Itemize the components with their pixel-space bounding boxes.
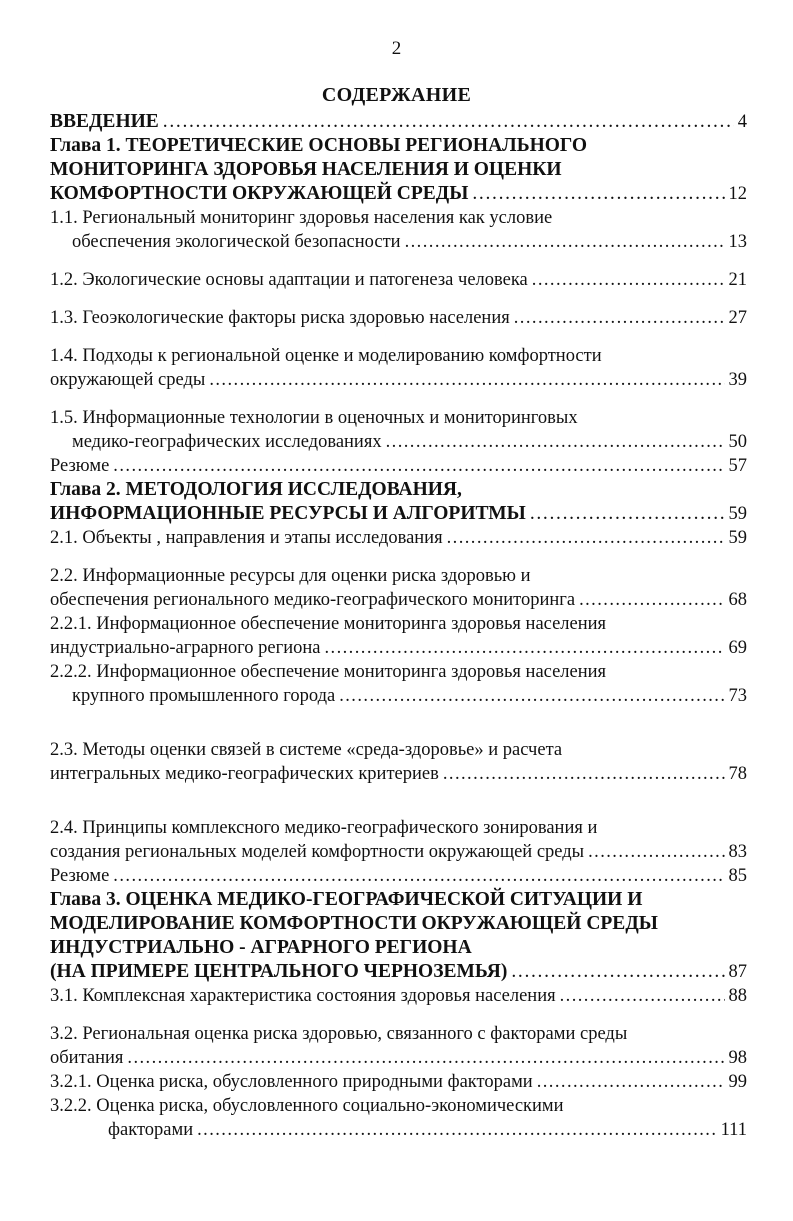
toc-page-number: 69: [728, 638, 747, 658]
dot-leader: [324, 636, 724, 660]
toc-page-number: 111: [720, 1120, 747, 1140]
toc-page-number: 99: [728, 1072, 747, 1092]
toc-entry-2-2[interactable]: [50, 564, 747, 612]
dot-leader: [197, 1118, 717, 1142]
toc-entry-title: обеспечения регионального медико-географического мониторинга: [50, 590, 576, 610]
toc-page-number: 4: [737, 112, 747, 132]
toc-entry-title: 2.1. Объекты , направления и этапы исследования: [50, 528, 443, 548]
dot-leader: [339, 684, 724, 708]
toc-entry-3-2-2[interactable]: [50, 1094, 747, 1142]
dot-leader: [113, 454, 724, 478]
toc-entry-title: факторами: [108, 1120, 194, 1140]
toc-entry-2-1[interactable]: [50, 526, 747, 550]
toc-entry-3-2-1[interactable]: [50, 1070, 747, 1094]
toc-entry-3-1[interactable]: [50, 984, 747, 1008]
toc-entry-title: 2.4. Принципы комплексного медико-географического зонирования и: [50, 818, 598, 838]
toc-entry-title: ВВЕДЕНИЕ: [50, 111, 159, 132]
toc-entry-title: Резюме: [50, 456, 110, 476]
toc-entry-chapter-1[interactable]: [50, 134, 747, 206]
toc-entry-intro[interactable]: [50, 110, 747, 134]
toc-entry-title: медико-географических исследованиях: [72, 432, 382, 452]
toc-entry-title: 2.2.2. Информационное обеспечение мониторинга здоровья населения: [50, 662, 607, 682]
dot-leader: [443, 762, 725, 786]
toc-entry-2-3[interactable]: [50, 738, 747, 786]
toc-entry-title: создания региональных моделей комфортности окружающей среды: [50, 842, 585, 862]
toc-page-number: 12: [728, 184, 747, 204]
toc-page-number: 87: [728, 962, 747, 982]
toc-entry-2-2-2[interactable]: [50, 660, 747, 708]
dot-leader: [113, 864, 724, 888]
dot-leader: [405, 230, 725, 254]
toc-entry-title: 2.2.1. Информационное обеспечение мониторинга здоровья населения: [50, 614, 607, 634]
toc-page-number: 83: [728, 842, 747, 862]
dot-leader: [209, 368, 724, 392]
toc-page-number: 78: [728, 764, 747, 784]
dot-leader: [514, 306, 725, 330]
toc-page-number: 68: [728, 590, 747, 610]
toc-entry-title: ИНФОРМАЦИОННЫЕ РЕСУРСЫ И АЛГОРИТМЫ: [50, 503, 526, 524]
toc-entry-title: (НА ПРИМЕРЕ ЦЕНТРАЛЬНОГО ЧЕРНОЗЕМЬЯ): [50, 961, 508, 982]
toc-entry-title: 1.3. Геоэкологические факторы риска здоровью населения: [50, 308, 510, 328]
table-of-contents: [50, 110, 747, 1142]
toc-entry-title: ИНДУСТРИАЛЬНО - АГРАРНОГО РЕГИОНА: [50, 937, 472, 958]
toc-entry-title: интегральных медико-географических критериев: [50, 764, 439, 784]
toc-entry-title: крупного промышленного города: [72, 686, 336, 706]
toc-entry-chapter-2[interactable]: [50, 478, 747, 526]
toc-page-number: 21: [728, 270, 747, 290]
toc-entry-title: 3.2.1. Оценка риска, обусловленного природными факторами: [50, 1072, 533, 1092]
toc-entry-1-5[interactable]: [50, 406, 747, 454]
toc-page-number: 85: [728, 866, 747, 886]
dot-leader: [532, 268, 725, 292]
toc-entry-title: Глава 1. ТЕОРЕТИЧЕСКИЕ ОСНОВЫ РЕГИОНАЛЬНОГО: [50, 135, 588, 156]
dot-leader: [127, 1046, 724, 1070]
toc-page-number: 59: [728, 528, 747, 548]
dot-leader: [560, 984, 725, 1008]
dot-leader: [579, 588, 724, 612]
toc-entry-title: МОДЕЛИРОВАНИЕ КОМФОРТНОСТИ ОКРУЖАЮЩЕЙ СРЕДЫ: [50, 913, 658, 934]
dot-leader: [530, 502, 725, 526]
toc-page-number: 27: [728, 308, 747, 328]
toc-entry-summary-1[interactable]: [50, 454, 747, 478]
dot-leader: [588, 840, 724, 864]
toc-entry-title: 2.3. Методы оценки связей в системе «среда-здоровье» и расчета: [50, 740, 563, 760]
toc-entry-1-2[interactable]: [50, 268, 747, 292]
toc-entry-title: индустриально-аграрного региона: [50, 638, 321, 658]
dot-leader: [163, 110, 734, 134]
toc-entry-title: 1.2. Экологические основы адаптации и патогенеза человека: [50, 270, 528, 290]
dot-leader: [472, 182, 724, 206]
toc-page-number: 73: [728, 686, 747, 706]
toc-entry-title: обитания: [50, 1048, 124, 1068]
toc-entry-chapter-3[interactable]: [50, 888, 747, 984]
toc-entry-title: обеспечения экологической безопасности: [72, 232, 401, 252]
toc-page-number: 98: [728, 1048, 747, 1068]
toc-entry-1-1[interactable]: [50, 206, 747, 254]
toc-page-number: 88: [728, 986, 747, 1006]
toc-entry-title: окружающей среды: [50, 370, 206, 390]
dot-leader: [537, 1070, 725, 1094]
toc-page-number: 59: [728, 504, 747, 524]
toc-page-number: 39: [728, 370, 747, 390]
toc-entry-title: МОНИТОРИНГА ЗДОРОВЬЯ НАСЕЛЕНИЯ И ОЦЕНКИ: [50, 159, 562, 180]
toc-entry-1-4[interactable]: [50, 344, 747, 392]
page-number: 2: [391, 38, 402, 59]
toc-entry-title: Глава 3. ОЦЕНКА МЕДИКО-ГЕОГРАФИЧЕСКОЙ СИТУАЦИИ И: [50, 889, 643, 910]
toc-entry-2-2-1[interactable]: [50, 612, 747, 660]
toc-entry-title: Глава 2. МЕТОДОЛОГИЯ ИССЛЕДОВАНИЯ,: [50, 479, 462, 500]
toc-entry-1-3[interactable]: [50, 306, 747, 330]
toc-title: СОДЕРЖАНИЕ: [321, 84, 472, 106]
toc-entry-title: 1.4. Подходы к региональной оценке и моделированию комфортности: [50, 346, 602, 366]
toc-entry-2-4[interactable]: [50, 816, 747, 864]
toc-page-number: 50: [728, 432, 747, 452]
toc-entry-title: 3.2.2. Оценка риска, обусловленного социально-экономическими: [50, 1096, 564, 1116]
dot-leader: [511, 960, 724, 984]
toc-entry-3-2[interactable]: [50, 1022, 747, 1070]
toc-entry-title: Резюме: [50, 866, 110, 886]
toc-entry-title: 2.2. Информационные ресурсы для оценки риска здоровью и: [50, 566, 531, 586]
dot-leader: [386, 430, 725, 454]
toc-entry-title: 1.5. Информационные технологии в оценочных и мониторинговых: [50, 408, 578, 428]
toc-page-number: 57: [728, 456, 747, 476]
toc-entry-title: 3.1. Комплексная характеристика состояния здоровья населения: [50, 986, 556, 1006]
toc-entry-title: КОМФОРТНОСТИ ОКРУЖАЮЩЕЙ СРЕДЫ: [50, 183, 469, 204]
toc-entry-summary-2[interactable]: [50, 864, 747, 888]
dot-leader: [447, 526, 725, 550]
toc-page-number: 13: [728, 232, 747, 252]
toc-entry-title: 3.2. Региональная оценка риска здоровью, связанного с факторами среды: [50, 1024, 628, 1044]
toc-entry-title: 1.1. Региональный мониторинг здоровья населения как условие: [50, 208, 553, 228]
